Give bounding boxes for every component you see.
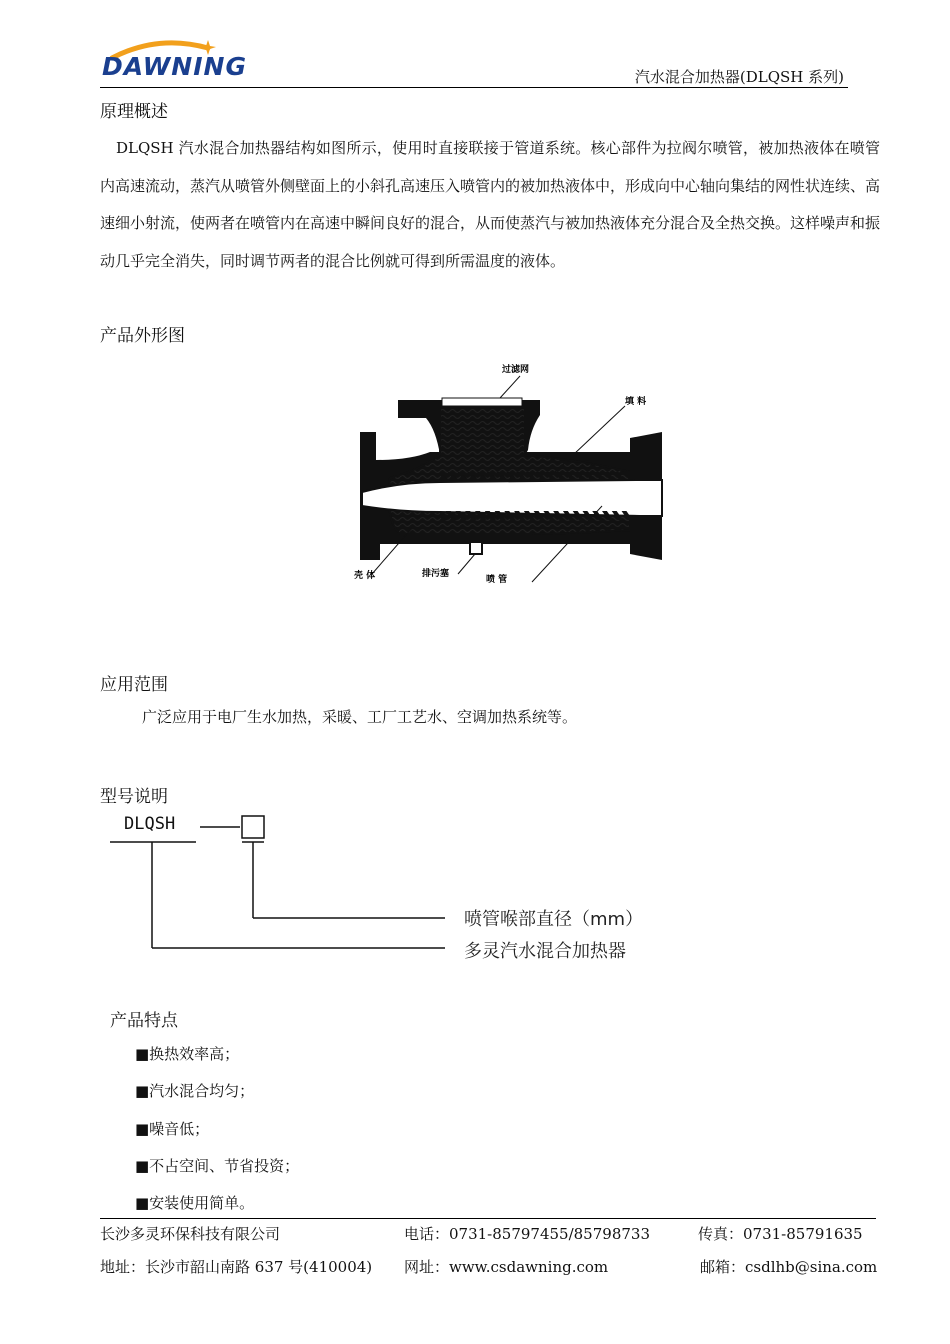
apply-heading: 应用范围: [100, 675, 168, 695]
principle-heading: 原理概述: [100, 102, 168, 122]
footer-fax: 传真：0731-85791635: [698, 1225, 863, 1243]
header-divider: [100, 87, 848, 88]
principle-paragraph: DLQSH 汽水混合加热器结构如图所示，使用时直接联接于管道系统。核心部件为拉阀尔喷管，被加热液体在喷管内高速流动，蒸汽从喷管外侧壁面上的小斜孔高速压入喷管内的被加热液体中，形成向中心轴向集结的网性状连续、高速细小射流，使两者在喷管内在高速中瞬间良好的混合，从而使蒸汽与被加热液体充分混合及全热交换。这样噪声和振动几乎完全消失，同时调节两者的混合比例就可得到所需温度的液体。: [100, 139, 881, 270]
label-shell: 壳 体: [354, 571, 376, 581]
document-title: 汽水混合加热器(DLQSH 系列): [634, 68, 844, 86]
label-filler: 填 料: [625, 397, 647, 407]
model-code: DLQSH: [124, 814, 176, 834]
feature-item: ■汽水混合均匀；: [135, 1082, 255, 1100]
footer-company: 长沙多灵环保科技有限公司: [100, 1225, 281, 1243]
figure-heading: 产品外形图: [100, 326, 185, 346]
model-legend-product: 多灵汽水混合加热器: [464, 941, 626, 962]
features-heading: 产品特点: [110, 1011, 178, 1031]
feature-item: ■安装使用简单。: [135, 1194, 255, 1212]
label-filter: 过滤网: [502, 365, 530, 375]
label-drain: 排污塞: [422, 569, 450, 579]
model-heading: 型号说明: [100, 787, 168, 807]
heater-cross-section-diagram: [340, 360, 680, 600]
model-legend-diameter: 喷管喉部直径（mm）: [464, 909, 644, 930]
feature-item: ■噪音低；: [135, 1120, 210, 1138]
footer-email: 邮箱：csdlhb@sina.com: [700, 1258, 878, 1276]
feature-item: ■换热效率高；: [135, 1045, 240, 1063]
footer-website: 网址：www.csdawning.com: [404, 1258, 609, 1276]
feature-item: ■不占空间、节省投资；: [135, 1157, 300, 1175]
footer-phone: 电话：0731-85797455/85798733: [404, 1225, 650, 1243]
footer-divider: [100, 1218, 876, 1219]
label-nozzle: 喷 管: [486, 575, 508, 585]
footer-address: 地址：长沙市韶山南路 637 号(410004): [100, 1258, 373, 1276]
apply-text: 广泛应用于电厂生水加热，采暖、工厂工艺水、空调加热系统等。: [142, 708, 578, 726]
company-logo: DAWNING: [102, 52, 247, 81]
